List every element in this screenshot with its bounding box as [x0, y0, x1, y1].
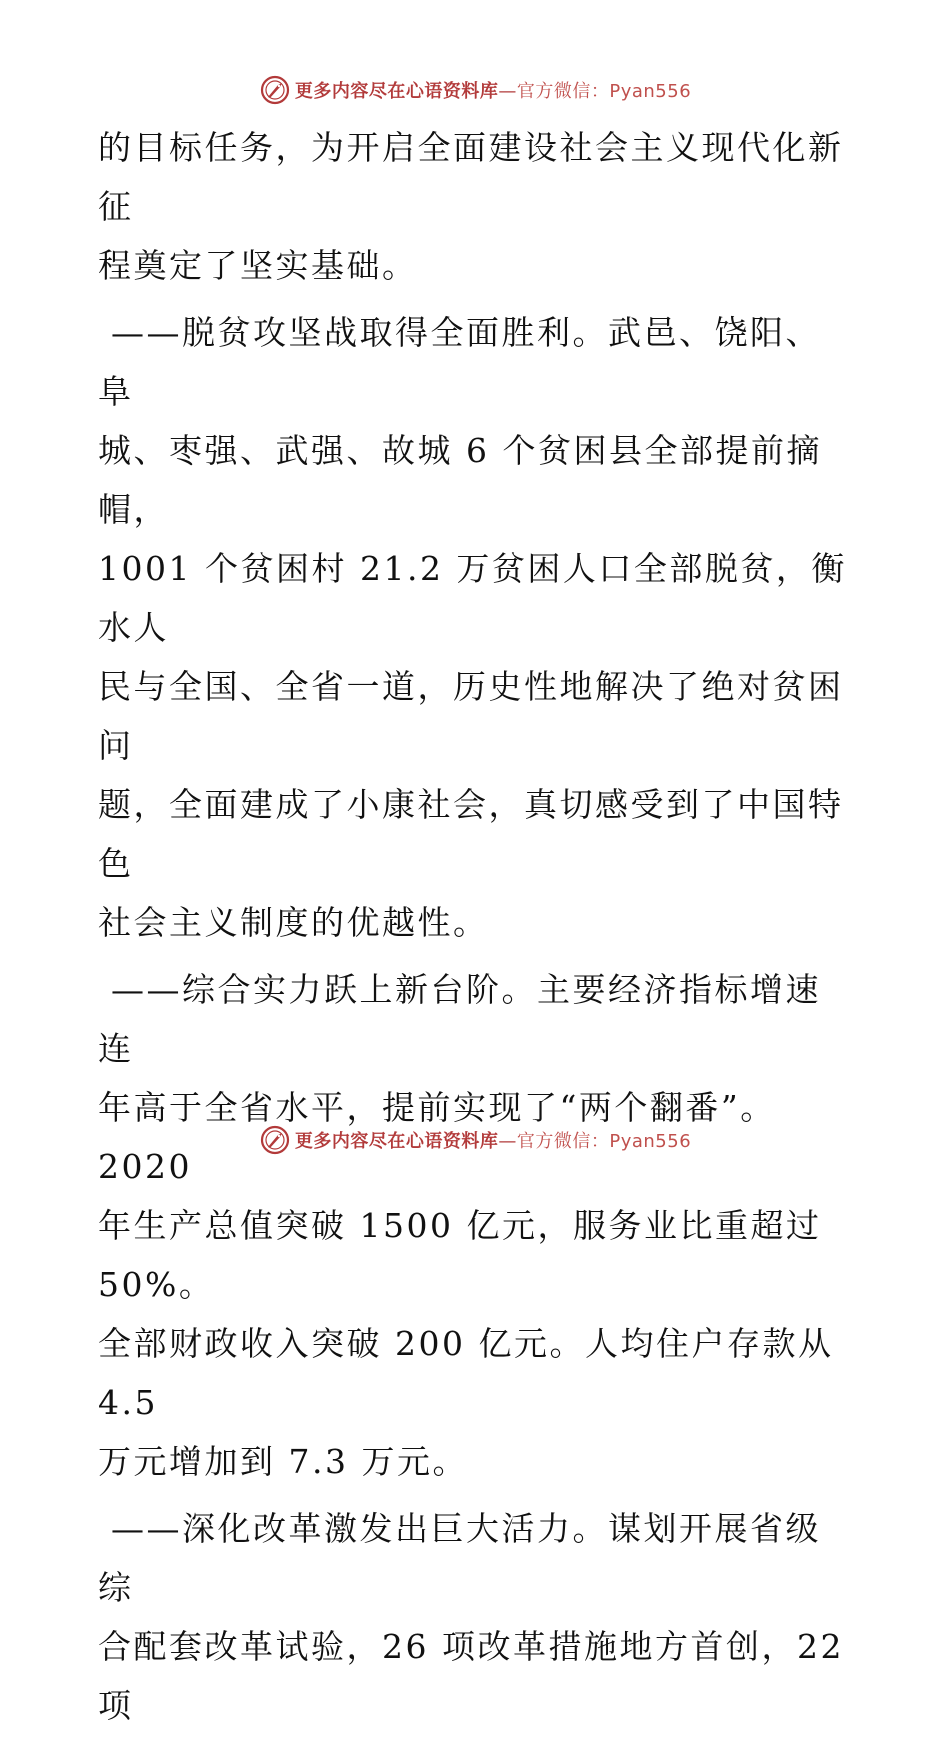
paragraph-line: 的目标任务，为开启全面建设社会主义现代化新征: [98, 128, 844, 226]
paragraph-line: 城、枣强、武强、故城 6 个贫困县全部提前摘帽，: [98, 431, 822, 529]
paragraph-line: 年生产总值突破 1500 亿元，服务业比重超过 50%。: [98, 1206, 835, 1304]
header-separator: —: [498, 81, 517, 102]
footer-site-name: 更多内容尽在心语资料库: [294, 1131, 499, 1152]
paragraph-line: ——综合实力跃上新台阶。主要经济指标增速连: [98, 970, 821, 1068]
header-wechat-id: 官方微信：Pyan556: [516, 81, 692, 102]
paragraph-line: 年高于全省水平，提前实现了“两个翻番”。2020: [98, 1088, 776, 1186]
paragraph-line: 题，全面建成了小康社会，真切感受到了中国特色: [98, 785, 844, 883]
pen-nib-circle-icon: [259, 74, 291, 106]
paragraph-line: 社会主义制度的优越性。: [98, 903, 489, 942]
paragraph: [98, 1499, 857, 1735]
paragraph-line: 民与全国、全省一道，历史性地解决了绝对贫困问: [98, 667, 844, 765]
paragraph-line: 合配套改革试验，26 项改革措施地方首创，22 项: [98, 1627, 857, 1725]
paragraph-line: 万元增加到 7.3 万元。: [98, 1442, 468, 1481]
header-site-name: 更多内容尽在心语资料库: [294, 81, 499, 102]
paragraph-line: 1001 个贫困村 21.2 万贫困人口全部脱贫，衡水人: [98, 549, 847, 647]
header-banner-text: [295, 77, 691, 103]
footer-separator: —: [498, 1131, 517, 1152]
header-banner: [0, 70, 950, 110]
paragraph: [98, 303, 850, 952]
paragraph-line: 程奠定了坚实基础。: [98, 246, 418, 285]
footer-banner-text: [295, 1127, 691, 1153]
paragraph-line: 全部财政收入突破 200 亿元。人均住户存款从 4.5: [98, 1324, 847, 1422]
footer-wechat-id: 官方微信：Pyan556: [516, 1131, 692, 1152]
paragraph-line: ——深化改革激发出巨大活力。谋划开展省级综: [98, 1509, 821, 1607]
footer-banner: [0, 1120, 950, 1160]
paragraph-line: ——脱贫攻坚战取得全面胜利。武邑、饶阳、阜: [98, 313, 821, 411]
paragraph: [98, 960, 850, 1491]
paragraph: [98, 118, 850, 295]
pen-nib-circle-icon: [259, 1124, 291, 1156]
document-body: [98, 118, 857, 1743]
